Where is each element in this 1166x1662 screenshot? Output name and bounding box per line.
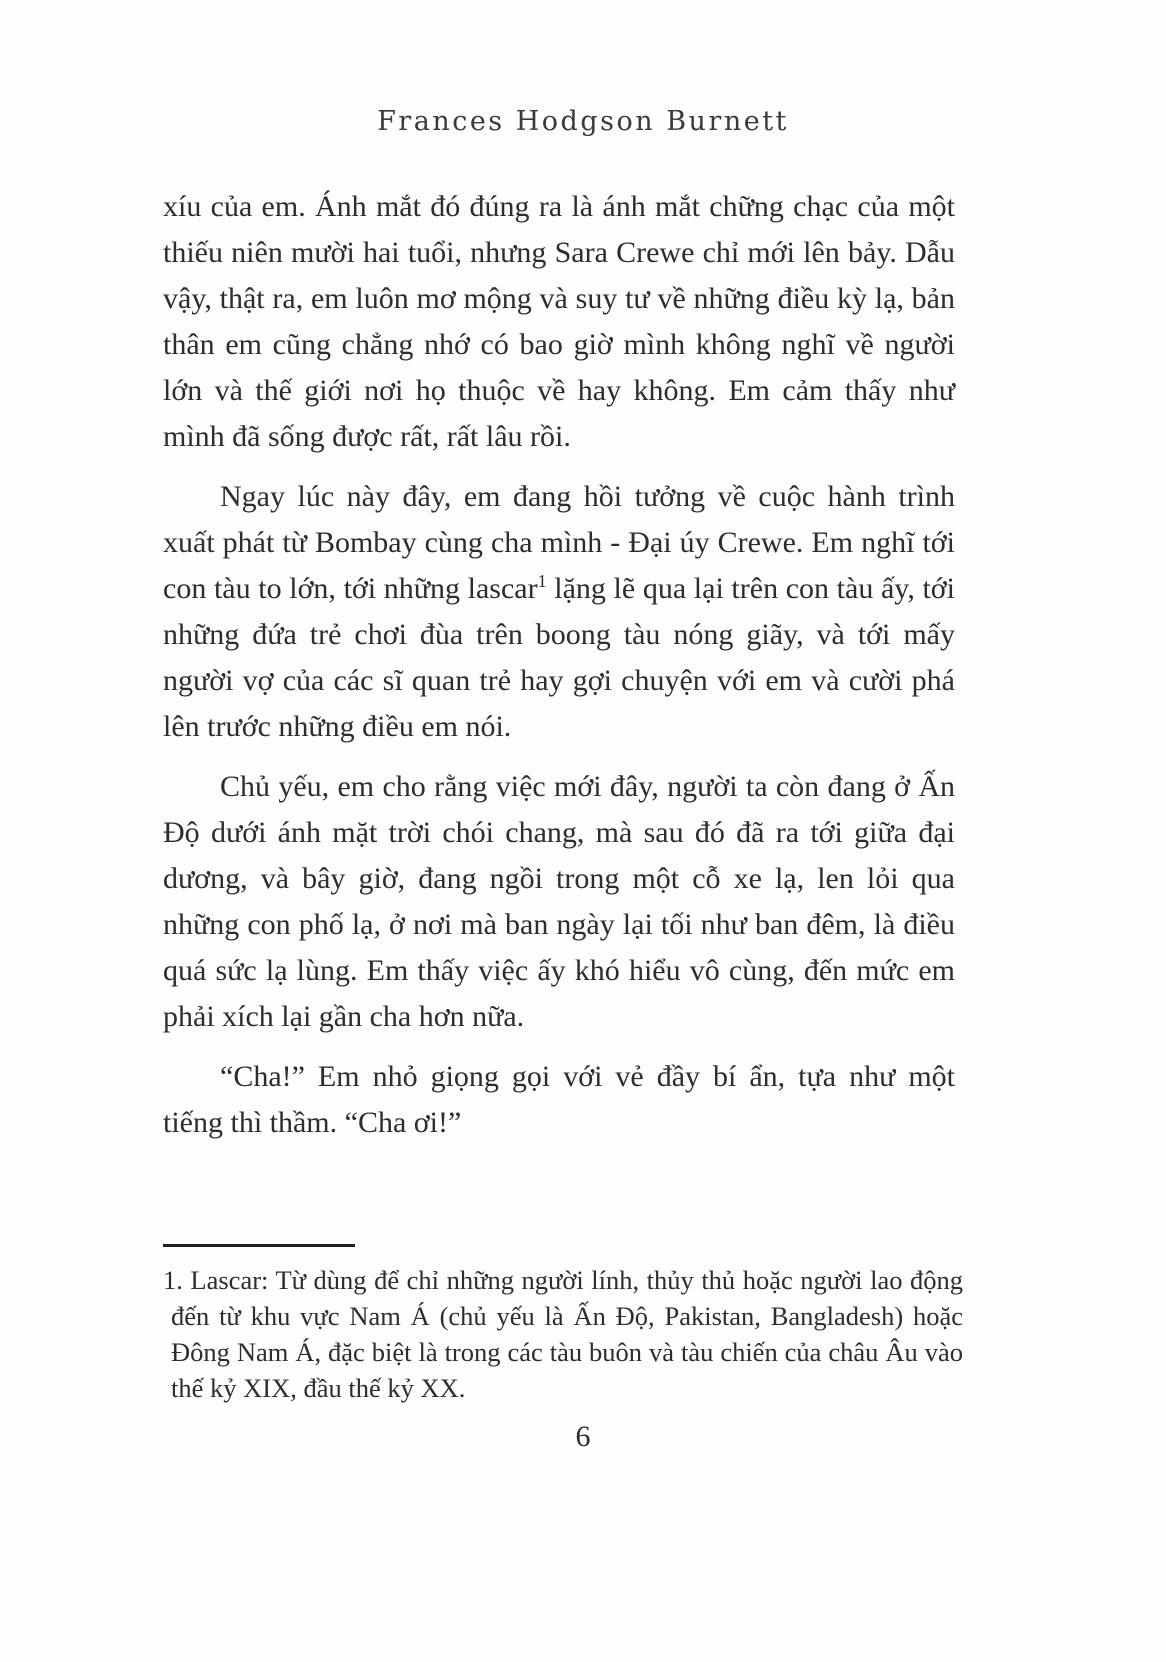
running-header-author: Frances Hodgson Burnett xyxy=(377,106,789,137)
footnote-reference-marker: 1 xyxy=(537,571,547,591)
paragraph-2-text-after-marker: lặng lẽ qua lại trên con tàu ấy, tới những đứa trẻ chơi đùa trên boong tàu nóng giãy, và tới mấy người vợ của các sĩ quan trẻ hay gợi chuyện với em và cười phá lên trước những điều em nói. xyxy=(163,572,956,743)
paragraph-4: “Cha!” Em nhỏ giọng gọi với vẻ đầy bí ẩn, tựa như một tiếng thì thầm. “Cha ơi!” xyxy=(163,1060,955,1139)
paragraph-1: xíu của em. Ánh mắt đó đúng ra là ánh mắt chững chạc của một thiếu niên mười hai tuổi, nhưng Sara Crewe chỉ mới lên bảy. Dẫu vậy, thật ra, em luôn mơ mộng và suy tư về những điều kỳ lạ, bản thân em cũng chẳng nhớ có bao giờ mình không nghĩ về người lớn và thế giới nơi họ thuộc về hay không. Em cảm thấy như mình đã sống được rất, rất lâu rồi. xyxy=(163,190,955,453)
footnote-separator-rule xyxy=(163,1244,355,1247)
paragraph-2 xyxy=(163,474,955,750)
paragraph-2-text-before-marker: Ngay lúc này đây, em đang hồi tưởng về cuộc hành trình xuất phát từ Bombay cùng cha mình - Đại úy Crewe. Em nghĩ tới con tàu to lớn, tới những lascar xyxy=(163,480,955,605)
footnote-number: 1. xyxy=(163,1265,183,1295)
page-number: 6 xyxy=(575,1420,591,1453)
footnote xyxy=(163,1262,963,1406)
paragraph-3: Chủ yếu, em cho rằng việc mới đây, người ta còn đang ở Ấn Độ dưới ánh mặt trời chói chang, mà sau đó đã ra tới giữa đại dương, và bây giờ, đang ngồi trong một cỗ xe lạ, len lỏi qua những con phố lạ, ở nơi mà ban ngày lại tối như ban đêm, là điều quá sức lạ lùng. Em thấy việc ấy khó hiểu vô cùng, đến mức em phải xích lại gần cha hơn nữa. xyxy=(163,770,955,1033)
body-text xyxy=(163,184,955,1146)
footnote-text: Lascar: Từ dùng để chỉ những người lính, thủy thủ hoặc người lao động đến từ khu vực Nam Á (chủ yếu là Ấn Độ, Pakistan, Bangladesh) hoặc Đông Nam Á, đặc biệt là trong các tàu buôn và tàu chiến của châu Âu vào thế kỷ XIX, đầu thế kỷ XX. xyxy=(171,1265,963,1403)
